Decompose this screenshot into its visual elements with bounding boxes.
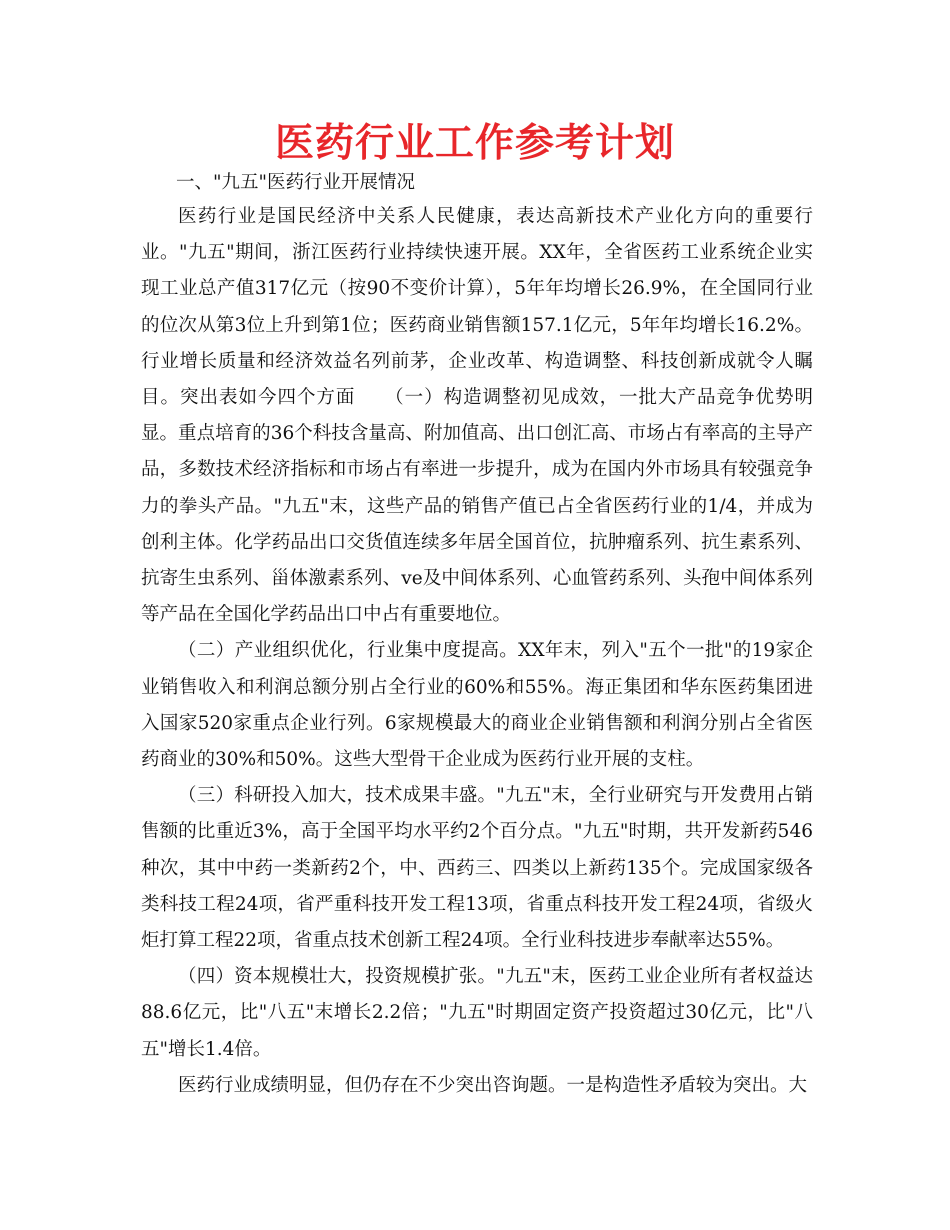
- paragraph-research-investment: （三）科研投入加大，技术成果丰盛。"九五"末，全行业研究与开发费用占销售额的比重近3%，高于全国平均水平约2个百分点。"九五"时期，共开发新药546种次，其中中药一类新药2个，中、西药三、四类以上新药135个。完成国家级各类科技工程24项，省严重科技开发工程13项，省重点科技开发工程24项，省级火炬打算工程22项，省重点技术创新工程24项。全行业科技进步奉献率达55%。: [141, 785, 813, 952]
- paragraph-industry-organization: （二）产业组织优化，行业集中度提高。XX年末，列入"五个一批"的19家企业销售收入和利润总额分别占全行业的60%和55%。海正集团和华东医药集团进入国家520家重点企业行列。6家规模最大的商业企业销售额和利润分别占全省医药商业的30%和50%。这些大型骨干企业成为医药行业开展的支柱。: [141, 640, 813, 771]
- section-heading: 一、"九五"医药行业开展情况: [176, 172, 416, 193]
- document-body: [141, 166, 813, 1104]
- paragraph-capital-scale: （四）资本规模壮大，投资规模扩张。"九五"末，医药工业企业所有者权益达88.6亿元，比"八五"末增长2.2倍；"九五"时期固定资产投资超过30亿元，比"八五"增长1.4倍。: [141, 966, 813, 1060]
- paragraph-problems: 医药行业成绩明显，但仍存在不少突出咨询题。一是构造性矛盾较为突出。大: [178, 1074, 808, 1096]
- paragraph-overview: 医药行业是国民经济中关系人民健康，表达高新技术产业化方向的重要行业。"九五"期间，浙江医药行业持续快速开展。XX年，全省医药工业系统企业实现工业总产值317亿元（按90不变价计算），5年年均增长26.9%，在全国同行业的位次从第3位上升到第1位；医药商业销售额157.1亿元，5年年均增长16.2%。行业增长质量和经济效益名列前茅，企业改革、构造调整、科技创新成就令人瞩目。突出表如今四个方面 （一）构造调整初见成效，一批大产品竞争优势明显。重点培育的36个科技含量高、附加值高、出口创汇高、市场占有率高的主导产品，多数技术经济指标和市场占有率进一步提升，成为在国内外市场具有较强竞争力的拳头产品。"九五"末，这些产品的销售产值已占全省医药行业的1/4，并成为创利主体。化学药品出口交货值连续多年居全国首位，抗肿瘤系列、抗生素系列、抗寄生虫系列、甾体激素系列、ve及中间体系列、心血管药系列、头孢中间体系列等产品在全国化学药品出口中占有重要地位。: [141, 206, 813, 626]
- document-title: 医药行业工作参考计划: [274, 121, 675, 166]
